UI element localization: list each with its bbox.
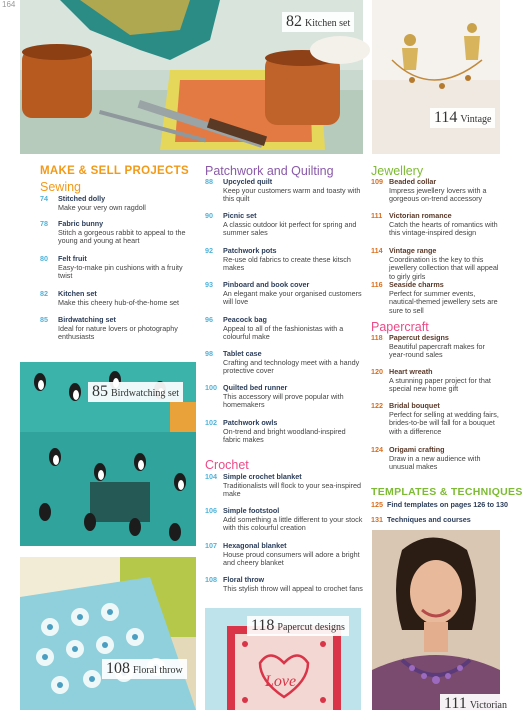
- list-item: 111 Victorian romance Catch the hearts of romantics with this vintage-inspired design: [371, 211, 498, 238]
- victorian-caption: 111 Victorian: [440, 694, 511, 714]
- jewellery-heading: Jewellery: [371, 164, 424, 178]
- list-item: 80 Felt fruit Easy-to-make pin cushions with a fruity twist: [40, 254, 183, 281]
- list-item: 104 Simple crochet blanket Traditionalists will flock to your sea-inspired make: [205, 472, 361, 499]
- list-item: 98 Tablet case Crafting and technology meet with a handy protective cover: [205, 349, 360, 376]
- list-item: 85 Birdwatching set Ideal for nature lovers or photography enthusiasts: [40, 315, 178, 342]
- list-item: 125 Find templates on pages 126 to 130: [371, 500, 509, 509]
- birdwatching-caption: 85 Birdwatching set: [88, 382, 183, 402]
- svg-text:Love: Love: [265, 673, 297, 690]
- sewing-heading: Sewing: [40, 180, 81, 194]
- victorian-photo: [372, 530, 507, 712]
- list-item: 100 Quilted bed runner This accessory will prove popular with homemakers: [205, 383, 344, 410]
- crochet-heading: Crochet: [205, 458, 249, 472]
- list-item: 114 Vintage range Coordination is the key to this jewellery collection that will appeal to girly girls: [371, 246, 499, 281]
- make-and-sell-heading: MAKE & SELL PROJECTS: [40, 165, 189, 177]
- papercut-caption: 118 Papercut designs: [247, 616, 349, 636]
- kitchen-set-caption: 82 Kitchen set: [282, 12, 354, 32]
- list-item: 82 Kitchen set Make this cheery hub-of-the-home set: [40, 289, 180, 307]
- list-item: 131 Techniques and courses: [371, 515, 471, 524]
- list-item: 120 Heart wreath A stunning paper project for that special new home gift: [371, 367, 491, 394]
- list-item: 102 Patchwork owls On-trend and bright woodland-inspired fabric makes: [205, 418, 346, 445]
- vintage-caption: 114 Vintage: [430, 108, 495, 128]
- papercraft-heading: Papercraft: [371, 320, 429, 334]
- papercut-photo: [205, 608, 361, 710]
- page-number: 164: [2, 0, 16, 9]
- templates-techniques-heading: TEMPLATES & TECHNIQUES: [371, 486, 523, 498]
- list-item: 116 Seaside charms Perfect for summer events, nautical-themed jewellery sets are sure to sell: [371, 280, 498, 315]
- list-item: 118 Papercut designs Beautiful papercraft makes for year-round sales: [371, 333, 485, 360]
- list-item: 88 Upcycled quilt Keep your customers warm and toasty with this quilt: [205, 177, 361, 204]
- list-item: 122 Bridal bouquet Perfect for selling at wedding fairs, brides-to-be will fall for a bouquet with a difference: [371, 401, 499, 436]
- floral-throw-caption: 108 Floral throw: [102, 659, 187, 679]
- list-item: 90 Picnic set A classic outdoor kit perfect for spring and summer sales: [205, 211, 357, 238]
- list-item: 109 Beaded collar Impress jewellery lovers with a gorgeous on-trend accessory: [371, 177, 487, 204]
- list-item: 92 Patchwork pots Re-use old fabrics to create these kitsch makes: [205, 246, 351, 273]
- list-item: 107 Hexagonal blanket House proud consumers will adore a bright and cheery blanket: [205, 541, 360, 568]
- floral-throw-photo: [20, 557, 196, 710]
- list-item: 74 Stitched dolly Make your very own ragdoll: [40, 194, 146, 212]
- patchwork-quilting-heading: Patchwork and Quilting: [205, 164, 334, 178]
- list-item: 96 Peacock bag Appeal to all of the fashionistas with a colourful make: [205, 315, 344, 342]
- list-item: 108 Floral throw This stylish throw will appeal to crochet fans: [205, 575, 363, 593]
- birdwatching-photo: [20, 362, 196, 546]
- list-item: 124 Origami crafting Draw in a new audience with unusual makes: [371, 445, 481, 472]
- list-item: 106 Simple footstool Add something a little different to your stock with this colourful creation: [205, 506, 363, 533]
- vintage-photo: [372, 0, 500, 154]
- kitchen-set-photo: [20, 0, 363, 154]
- list-item: 78 Fabric bunny Stitch a gorgeous rabbit to appeal to the young and young at heart: [40, 219, 186, 246]
- list-item: 93 Pinboard and book cover An elegant make your organised customers will love: [205, 280, 362, 307]
